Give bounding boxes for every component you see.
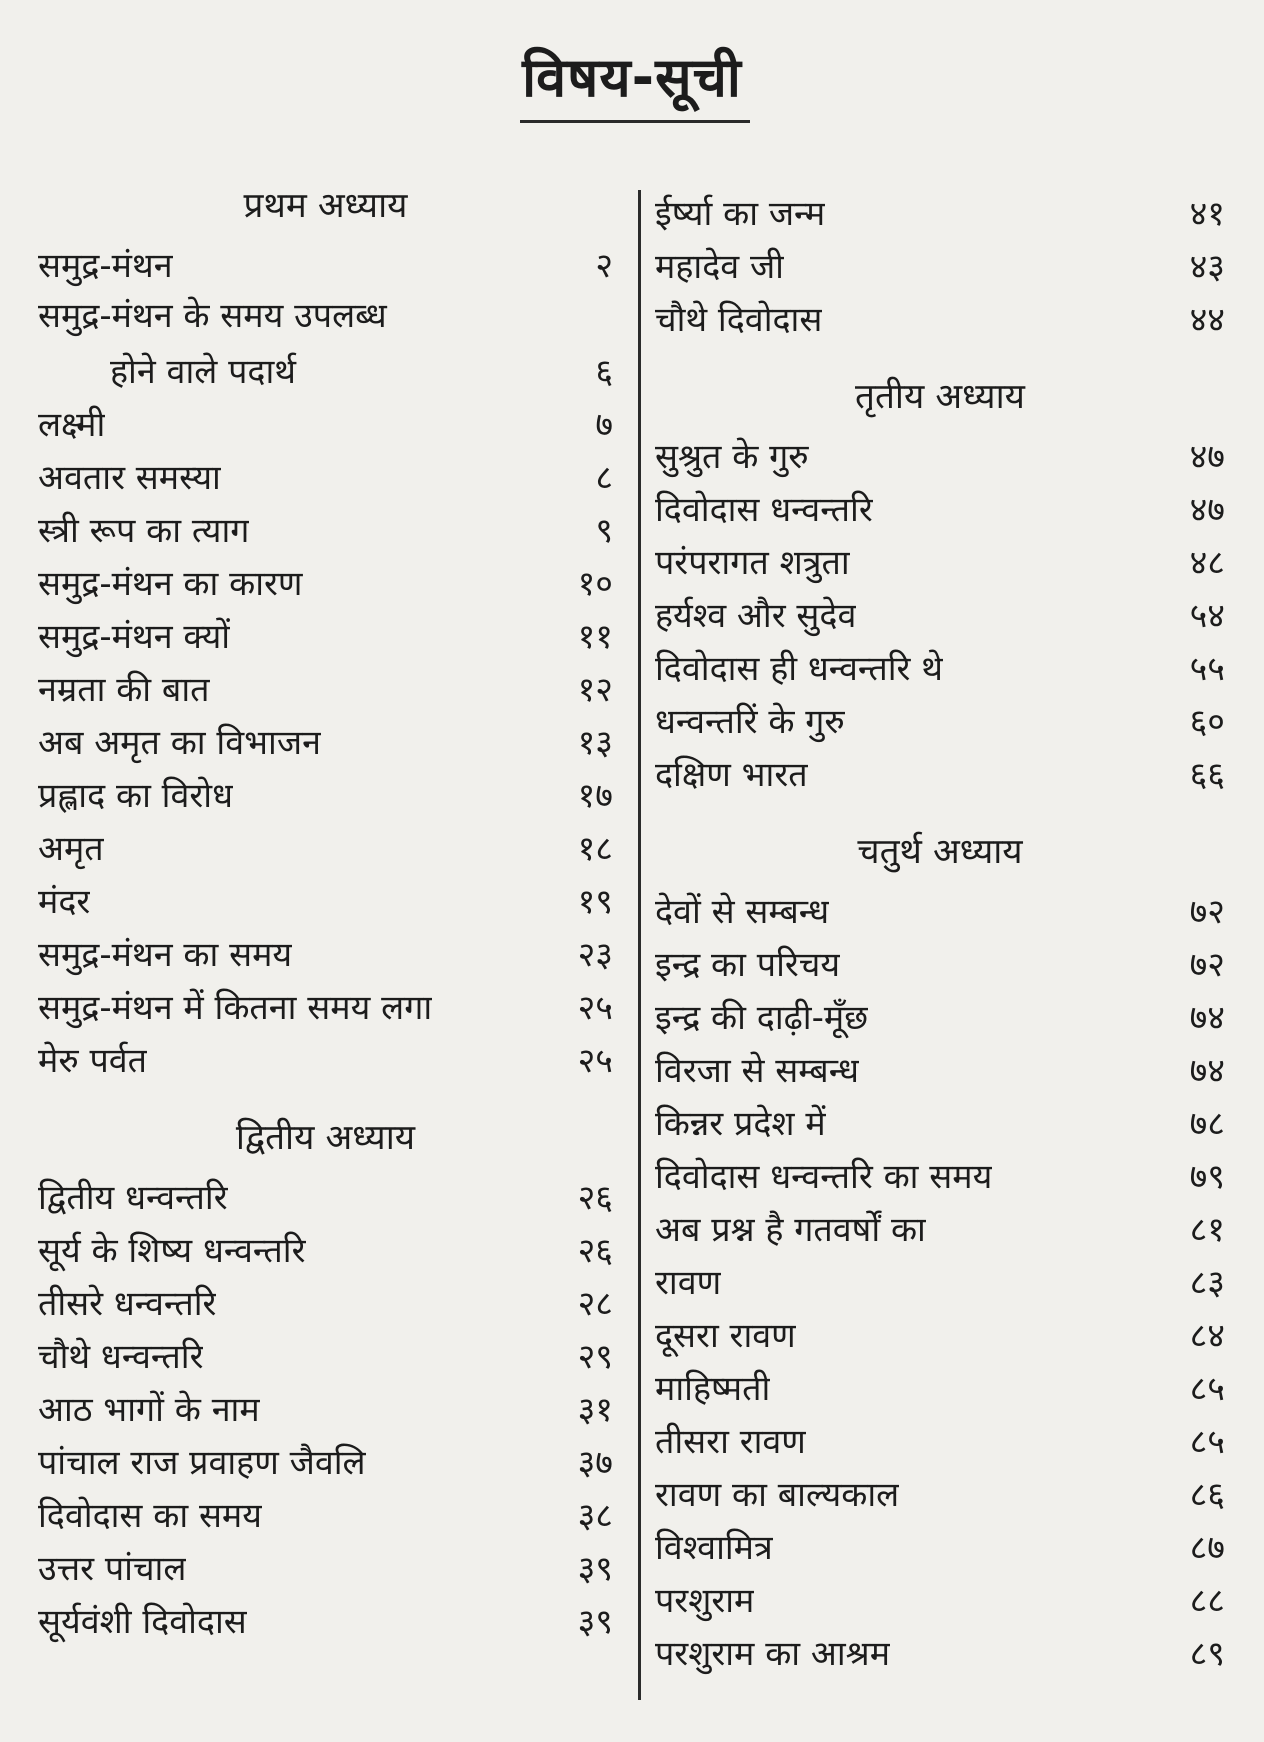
entry-title: किन्नर प्रदेश में [655,1103,826,1144]
entry-title: स्त्री रूप का त्याग [38,510,250,551]
toc-entry [38,449,613,502]
entry-title: दूसरा रावण [655,1315,796,1356]
entry-page-number: ८७ [1189,1527,1225,1568]
entry-title: समुद्र-मंथन [38,245,173,286]
toc-entry [38,1275,613,1328]
entry-title: नम्रता की बात [38,669,210,710]
entry-title: प्रह्लाद का विरोध [38,775,234,816]
entry-title: देवों से सम्बन्ध [655,891,830,932]
entry-title: परशुराम का आश्रम [655,1633,891,1674]
toc-entry [38,1540,613,1593]
toc-entry [38,820,613,873]
entry-page-number: ३९ [577,1601,613,1642]
entry-title: सूर्यवंशी दिवोदास [38,1601,247,1642]
toc-entry [38,979,613,1032]
chapter-heading: द्वितीय अध्याय [235,1118,416,1158]
entry-page-number: ३१ [577,1389,613,1430]
toc-section [38,1107,613,1646]
toc-entry [655,1254,1225,1307]
entry-page-number: १३ [577,722,613,763]
toc-entry [38,1222,613,1275]
toc-entry [655,1625,1225,1678]
entry-title: इन्द्र की दाढ़ी-मूँछ [655,997,869,1038]
entry-title: चौथे दिवोदास [655,299,823,340]
entry-title: आठ भागों के नाम [38,1389,260,1430]
entry-title: तीसरे धन्वन्तरि [38,1283,217,1324]
toc-entry [655,291,1225,344]
entry-page-number: ७ [595,404,613,445]
entry-page-number: २८ [577,1283,613,1324]
entry-title: अब प्रश्न है गतवर्षों का [655,1209,926,1250]
column-divider [638,190,641,1700]
entry-page-number: ३९ [577,1548,613,1589]
entry-page-number: ८६ [1189,1474,1225,1515]
toc-entry [38,290,613,396]
toc-entry [655,587,1225,640]
entry-page-number: ८१ [1189,1209,1225,1250]
entry-title: इन्द्र का परिचय [655,944,841,985]
entry-title: सुश्रुत के गुरु [655,436,809,477]
toc-entry [655,1413,1225,1466]
chapter-heading: तृतीय अध्याय [855,377,1025,417]
entry-title: मंदर [38,881,91,922]
entry-page-number: ६० [1189,701,1225,742]
entry-title: उत्तर पांचाल [38,1548,187,1589]
entry-title: विरजा से सम्बन्ध [655,1050,860,1091]
entry-title: ईर्ष्या का जन्म [655,193,826,234]
chapter-heading: चतुर्थ अध्याय [857,832,1023,872]
toc-entry [655,481,1225,534]
toc-section [655,366,1225,821]
toc-entry [38,1169,613,1222]
entry-title: माहिष्मती [655,1368,771,1409]
entry-page-number: ५५ [1189,648,1225,689]
entry-page-number: १७ [577,775,613,816]
toc-section [38,175,613,1107]
entry-page-number: २६ [577,1177,613,1218]
toc-entry [38,873,613,926]
toc-entry [655,1095,1225,1148]
toc-section [655,175,1225,366]
entry-page-number: ४८ [1189,542,1225,583]
entry-title-continued: होने वाले पदार्थ [110,351,297,392]
entry-title: सूर्य के शिष्य धन्वन्तरि [38,1230,306,1271]
entry-page-number: ८ [595,457,613,498]
toc-entry [655,1466,1225,1519]
toc-entry [655,1519,1225,1572]
toc-left-column [38,175,613,1646]
toc-entry [38,237,613,290]
entry-title: दक्षिण भारत [655,754,808,795]
toc-entry [655,883,1225,936]
entry-page-number: ४७ [1189,489,1225,530]
entry-page-number: ८८ [1189,1580,1225,1621]
entry-title: दिवोदास ही धन्वन्तरि थे [655,648,943,689]
entry-page-number: ११ [577,616,613,657]
toc-entry [655,534,1225,587]
entry-title: लक्ष्मी [38,404,106,445]
entry-page-number: २६ [577,1230,613,1271]
toc-entry [38,926,613,979]
chapter-heading: प्रथम अध्याय [243,186,408,226]
toc-entry [38,1032,613,1085]
entry-page-number: १९ [577,881,613,922]
entry-page-number: २९ [577,1336,613,1377]
toc-entry [655,1360,1225,1413]
toc-entry [655,238,1225,291]
entry-page-number: ७२ [1189,944,1225,985]
toc-entry [655,693,1225,746]
entry-page-number: ३७ [577,1442,613,1483]
entry-title: समुद्र-मंथन में कितना समय लगा [38,987,433,1028]
entry-title: समुद्र-मंथन का कारण [38,563,303,604]
entry-title: दिवोदास धन्वन्तरि [655,489,873,530]
entry-page-number: ४४ [1189,299,1225,340]
entry-page-number: २५ [577,1040,613,1081]
entry-page-number: ७४ [1189,997,1225,1038]
entry-page-number: १० [577,563,613,604]
entry-page-number: ७२ [1189,891,1225,932]
entry-title: अवतार समस्या [38,457,221,498]
toc-right-column [655,175,1225,1678]
toc-entry [655,640,1225,693]
entry-page-number: ८५ [1189,1368,1225,1409]
toc-entry [38,714,613,767]
entry-title: अमृत [38,828,104,869]
toc-entry [655,1201,1225,1254]
entry-page-number: ६ [595,351,613,392]
entry-title: धन्वन्तरिं के गुरु [655,701,845,742]
entry-title: महादेव जी [655,246,784,287]
entry-page-number: ९ [595,510,613,551]
entry-title: पांचाल राज प्रवाहण जैवलि [38,1442,366,1483]
entry-title: द्वितीय धन्वन्तरि [38,1177,228,1218]
entry-title: समुद्र-मंथन क्यों [38,616,231,657]
entry-page-number: ४७ [1189,436,1225,477]
toc-entry [38,1434,613,1487]
toc-entry [655,746,1225,799]
entry-title: रावण [655,1262,722,1303]
entry-page-number: ७९ [1189,1156,1225,1197]
toc-entry [38,608,613,661]
entry-page-number: ८९ [1189,1633,1225,1674]
entry-page-number: ५४ [1189,595,1225,636]
toc-entry [655,1572,1225,1625]
entry-title: दिवोदास धन्वन्तरि का समय [655,1156,993,1197]
toc-entry [655,1148,1225,1201]
entry-title: तीसरा रावण [655,1421,806,1462]
entry-title: समुद्र-मंथन के समय उपलब्ध [38,296,387,336]
toc-entry [38,1328,613,1381]
toc-entry [655,989,1225,1042]
entry-title: मेरु पर्वत [38,1040,148,1081]
entry-page-number: ७४ [1189,1050,1225,1091]
entry-title: परंपरागत शत्रुता [655,542,850,583]
entry-page-number: २३ [577,934,613,975]
toc-entry [655,936,1225,989]
entry-page-number: ६६ [1189,754,1225,795]
title-underline [520,120,750,123]
entry-page-number: ८४ [1189,1315,1225,1356]
toc-entry [38,396,613,449]
entry-page-number: ७८ [1189,1103,1225,1144]
entry-title: दिवोदास का समय [38,1495,262,1536]
entry-title: समुद्र-मंथन का समय [38,934,293,975]
entry-title: विश्वामित्र [655,1527,773,1568]
entry-page-number: ४१ [1189,193,1225,234]
toc-entry [38,661,613,714]
toc-entry [38,555,613,608]
entry-title: रावण का बाल्यकाल [655,1474,900,1515]
entry-page-number: ४३ [1189,246,1225,287]
entry-title: परशुराम [655,1580,755,1621]
toc-entry [38,767,613,820]
entry-page-number: १८ [577,828,613,869]
entry-title: हर्यश्व और सुदेव [655,595,857,636]
toc-entry [655,1307,1225,1360]
entry-page-number: ८३ [1189,1262,1225,1303]
entry-page-number: ८५ [1189,1421,1225,1462]
toc-entry [38,1487,613,1540]
toc-entry [655,185,1225,238]
entry-page-number: २ [595,245,613,286]
toc-entry [38,1593,613,1646]
page-title: विषय-सूची [522,46,742,109]
toc-entry [38,502,613,555]
entry-title: चौथे धन्वन्तरि [38,1336,204,1377]
toc-entry [655,428,1225,481]
toc-entry [655,1042,1225,1095]
toc-entry [38,1381,613,1434]
toc-section [655,821,1225,1678]
entry-page-number: २५ [577,987,613,1028]
entry-title: अब अमृत का विभाजन [38,722,321,763]
entry-page-number: ३८ [577,1495,613,1536]
entry-page-number: १२ [577,669,613,710]
